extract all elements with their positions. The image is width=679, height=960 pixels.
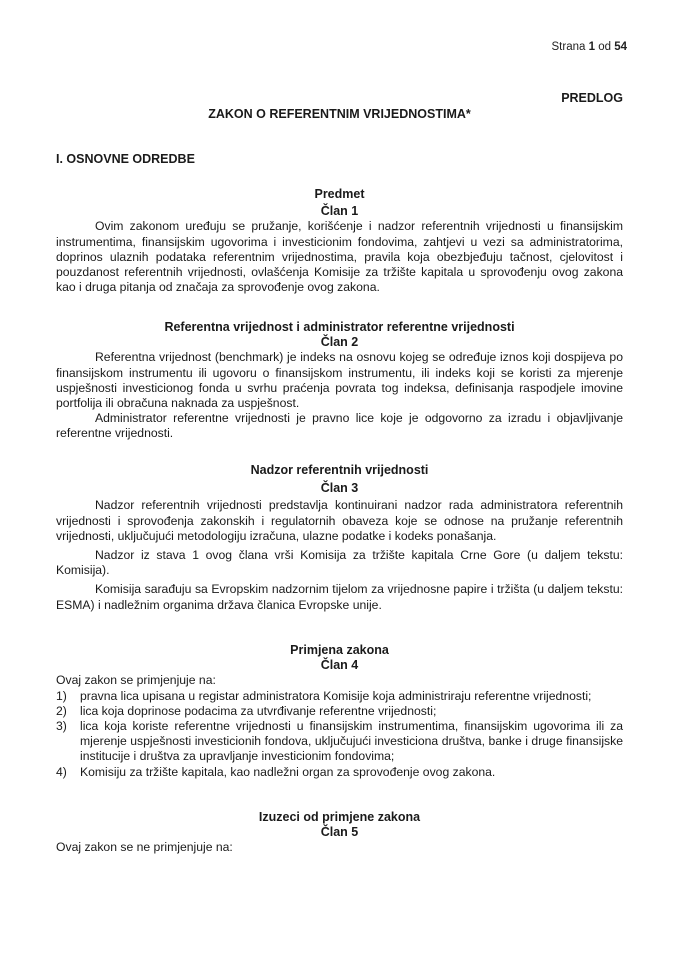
page-number (552, 41, 628, 53)
list-item-number: 4) (56, 764, 67, 779)
page-of: od (598, 41, 611, 53)
list-item-number: 1) (56, 688, 67, 703)
list-item-text: pravna lica upisana u registar administratora Komisije koja administriraju referentne vrijednosti; (80, 688, 592, 703)
section-heading: I. OSNOVNE ODREDBE (56, 152, 195, 166)
list-item (56, 689, 623, 704)
article-5 (56, 810, 623, 856)
document-status: PREDLOG (561, 91, 623, 105)
article-intro: Ovaj zakon se ne primjenjuje na: (56, 840, 233, 855)
page-label: Strana (551, 41, 586, 53)
article-heading: Izuzeci od primjene zakona (258, 810, 421, 824)
document-title: ZAKON O REFERENTNIM VRIJEDNOSTIMA* (208, 107, 471, 121)
article-list (56, 689, 623, 780)
article-intro: Ovaj zakon se primjenjuje na: (56, 673, 216, 688)
article-number: Član 4 (320, 658, 359, 673)
list-item-number: 3) (56, 719, 67, 734)
page-total: 54 (614, 41, 627, 53)
article-1 (56, 187, 623, 295)
list-item (56, 704, 623, 719)
list-item-number: 2) (56, 703, 67, 718)
article-number: Član 2 (320, 335, 359, 350)
article-paragraph: Nadzor referentnih vrijednosti predstavlja kontinuirani nadzor rada administratora referentnih vrijednosti i sprovođenja zakonskih i regulatornih obaveza koje se odnose na pružanje referentnih vrijednosti, uključujući metodologiju izračuna, ulazne podatke i kodeks ponašanja. (56, 498, 623, 543)
article-number: Član 3 (320, 481, 359, 496)
article-4 (56, 643, 623, 780)
article-2 (56, 320, 623, 442)
article-number: Član 1 (320, 204, 359, 219)
page-current: 1 (588, 41, 595, 53)
list-item-text: lica koja doprinose podacima za utvrđivanje referentne vrijednosti; (80, 703, 437, 718)
article-paragraph: Ovim zakonom uređuju se pružanje, korišćenje i nadzor referentnih vrijednosti u finansijskim instrumentima, finansijskim ugovorima i investicionim fondovima, zahtjevi u vezi sa administratorima, doprinos ulaznih podataka referentnim vrijednostima, pravila koja obezbjeđuju tačnost, cjelovitost i pouzdanost referentnih vrijednosti, ovlašćenja Komisije za tržište kapitala u sprovođenju ovog zakona kao i druga pitanja od značaja za sprovođenje ovog zakona. (56, 219, 623, 295)
article-heading: Primjena zakona (290, 643, 389, 657)
list-item-text: lica koja koriste referentne vrijednosti u finansijskim instrumentima, finansijskim ugovorima ili za mjerenje uspješnosti investicionih fondova, uključujući investiciona društva, banke i druge finansijske institucije i društva za upravljanje investicionim fondovima; (80, 719, 623, 764)
article-paragraph: Referentna vrijednost (benchmark) je indeks na osnovu kojeg se određuje iznos koji dospijeva po finansijskom instrumentu ili ugovoru o finansijskom instrumentu, ili indeks koji se koristi za mjerenje uspješnosti investicionog fonda u svrhu praćenja povrata tog indeksa, definisanja raspodjele imovine portfolija ili obračuna naknada za uspješnost. (56, 350, 623, 411)
list-item-text: Komisiju za tržište kapitala, kao nadležni organ za sprovođenje ovog zakona. (80, 764, 496, 779)
article-heading: Nadzor referentnih vrijednosti (250, 463, 429, 477)
article-number: Član 5 (320, 825, 359, 840)
article-paragraph: Administrator referentne vrijednosti je pravno lice koje je odgovorno za izradu i objavljivanje referentne vrijednosti. (56, 411, 623, 441)
list-item (56, 765, 623, 780)
article-paragraph: Komisija sarađuju sa Evropskim nadzornim tijelom za vrijednosne papire i tržišta (u daljem tekstu: ESMA) i nadležnim organima država članica Evropske unije. (56, 582, 623, 612)
article-paragraph: Nadzor iz stava 1 ovog člana vrši Komisija za tržište kapitala Crne Gore (u daljem tekstu: Komisija). (56, 548, 623, 578)
list-item (56, 719, 623, 765)
article-heading: Referentna vrijednost i administrator referentne vrijednosti (164, 320, 515, 334)
article-3 (56, 463, 623, 613)
article-heading: Predmet (314, 187, 365, 201)
